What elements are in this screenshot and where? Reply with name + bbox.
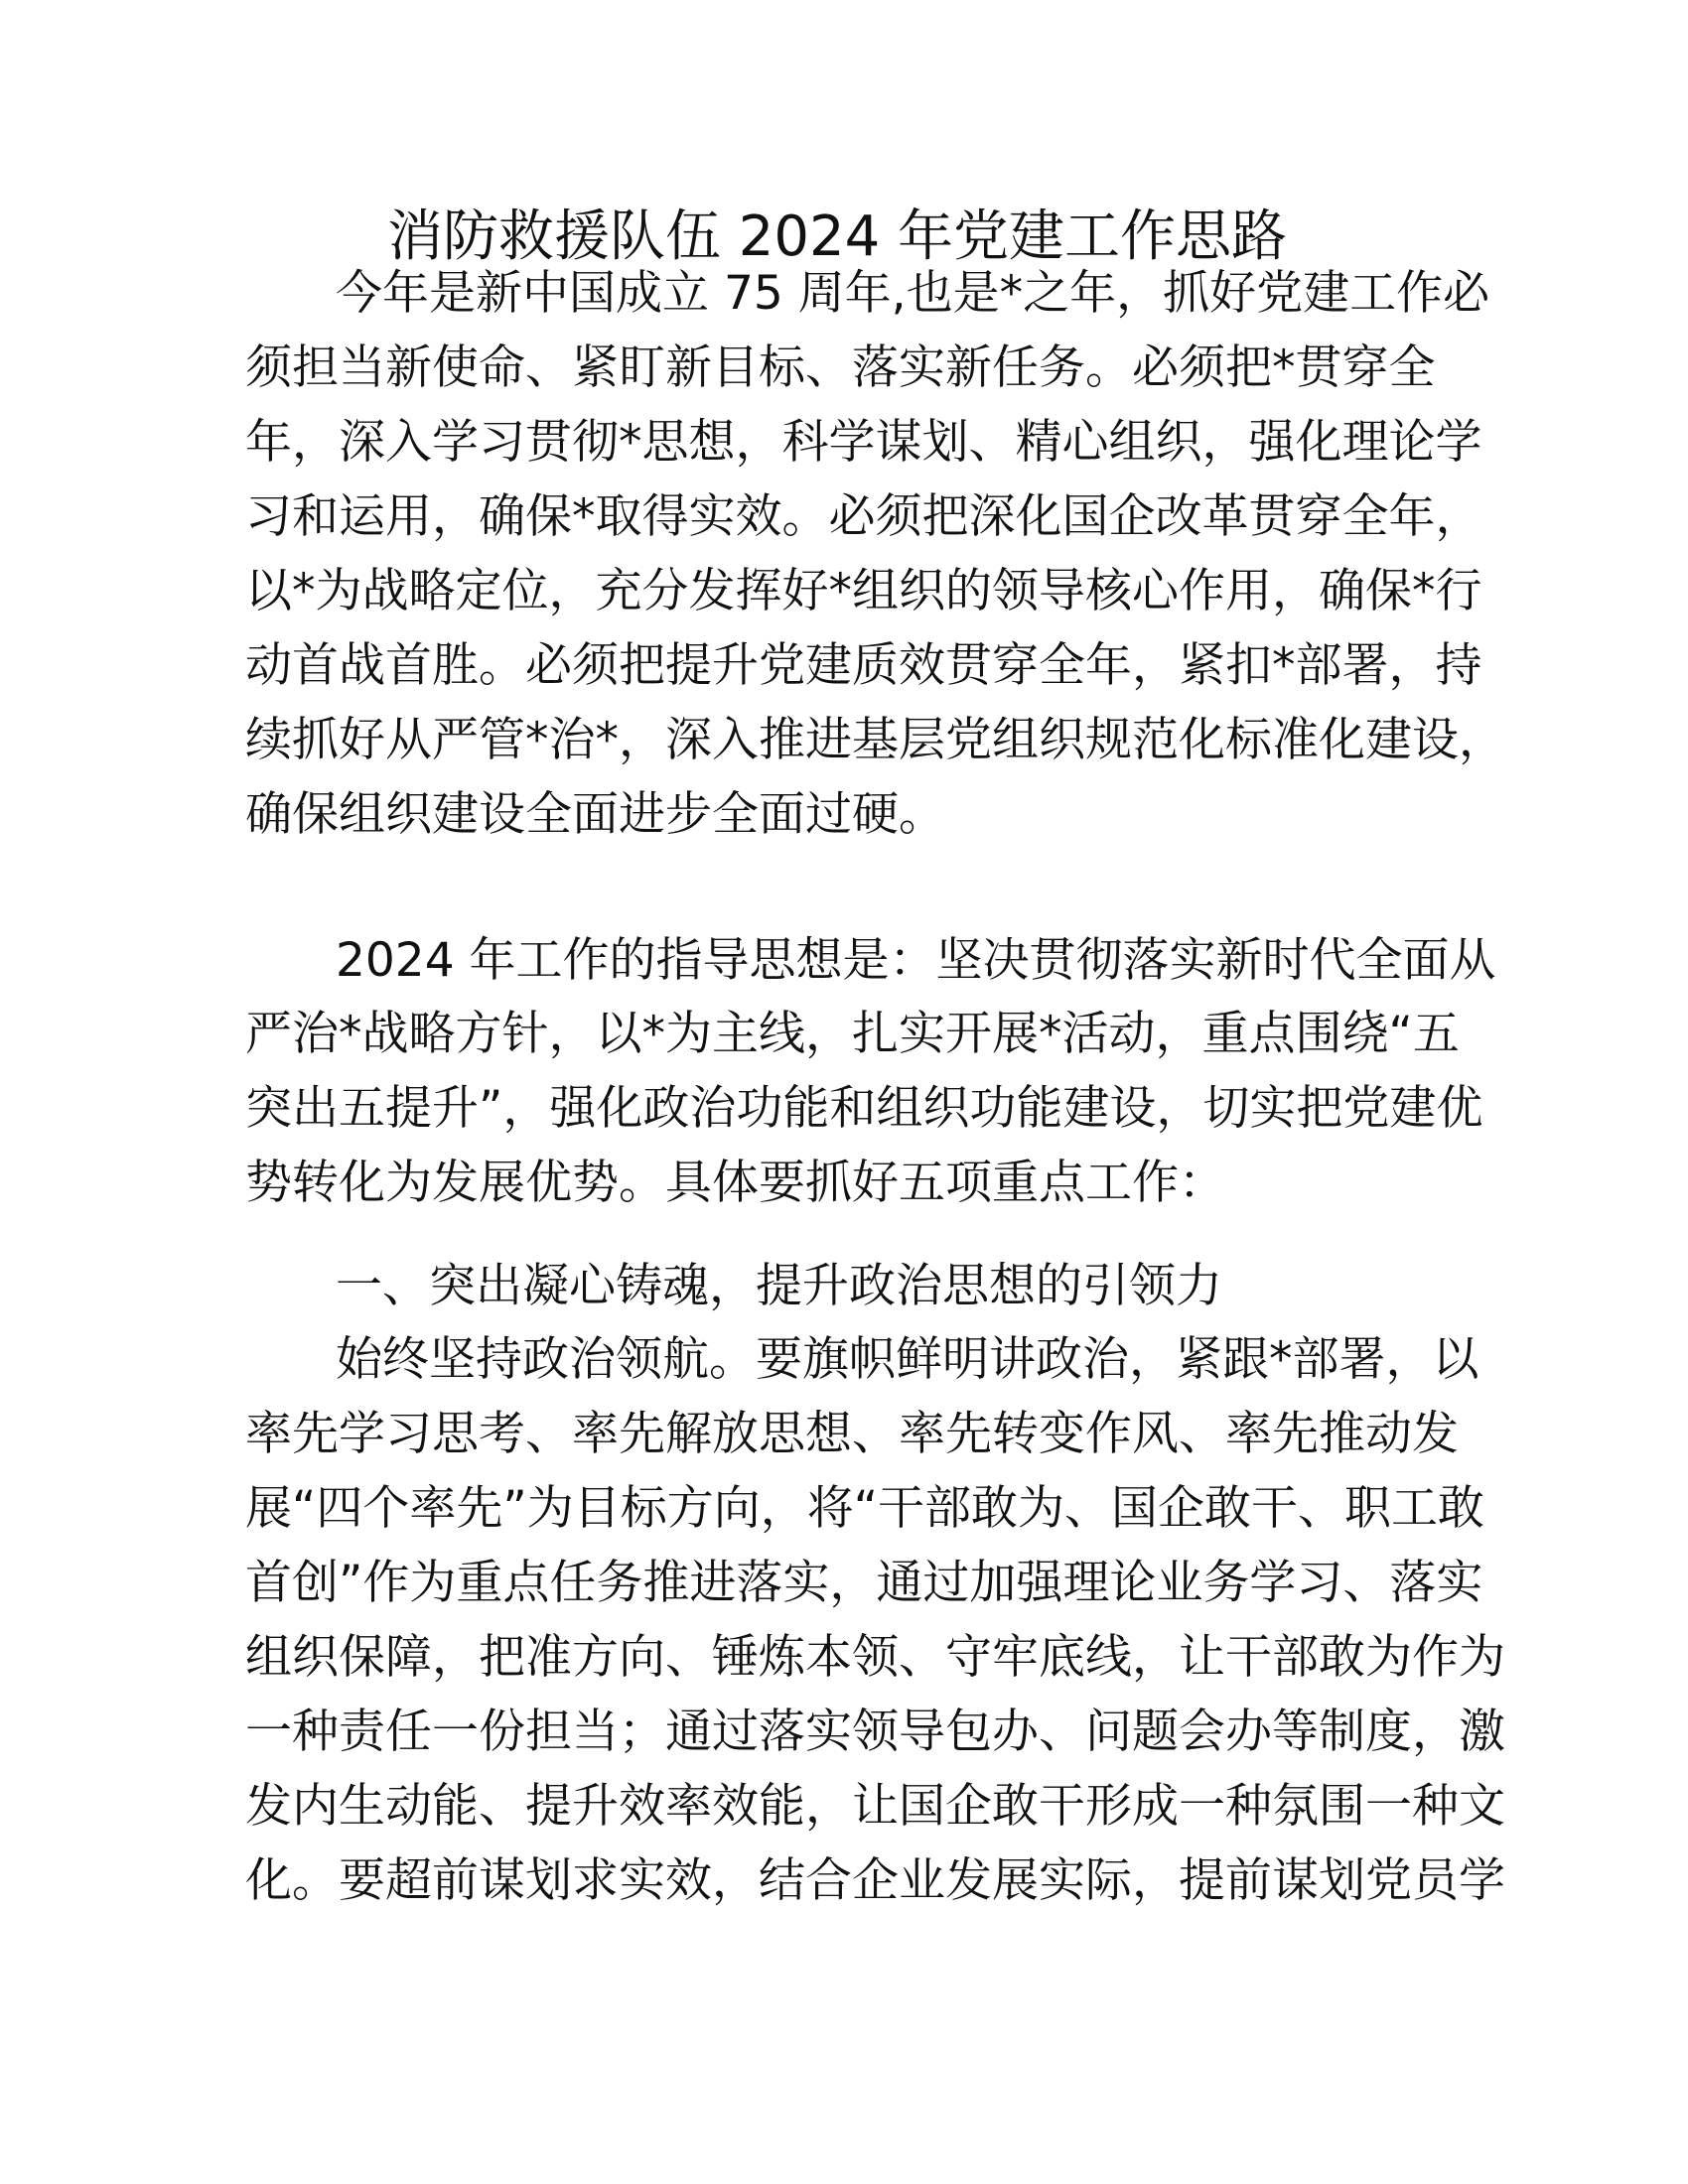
paragraph-line: 确保组织建设全面进步全面过硬。 bbox=[245, 787, 945, 842]
paragraph-line: 习和运用，确保*取得实效。必须把深化国企改革贯穿全年， bbox=[245, 489, 1482, 544]
document-title: 消防救援队伍 2024 年党建工作思路 bbox=[386, 205, 1288, 269]
paragraph-line: 势转化为发展优势。具体要抓好五项重点工作： bbox=[245, 1156, 1225, 1210]
paragraph-line: 始终坚持政治领航。要旗帜鲜明讲政治，紧跟*部署，以 bbox=[336, 1332, 1479, 1387]
paragraph-line: 展“四个率先”为目标方向，将“干部敢为、国企敢干、职工敢 bbox=[245, 1481, 1485, 1536]
paragraph-line: 今年是新中国成立 75 周年,也是*之年，抓好党建工作必 bbox=[336, 266, 1490, 321]
paragraph-line: 须担当新使命、紧盯新目标、落实新任务。必须把*贯穿全 bbox=[245, 341, 1436, 395]
paragraph-line: 动首战首胜。必须把提升党建质效贯穿全年，紧扣*部署，持 bbox=[245, 638, 1482, 693]
paragraph-line: 续抓好从严管*治*，深入推进基层党组织规范化标准化建设， bbox=[245, 713, 1505, 767]
paragraph-line: 2024 年工作的指导思想是：坚决贯彻落实新时代全面从 bbox=[336, 933, 1496, 988]
paragraph-line: 率先学习思考、率先解放思想、率先转变作风、率先推动发 bbox=[245, 1407, 1459, 1461]
paragraph-line: 首创”作为重点任务推进落实，通过加强理论业务学习、落实 bbox=[245, 1556, 1483, 1610]
paragraph-line: 组织保障，把准方向、锤炼本领、守牢底线，让干部敢为作为 bbox=[245, 1630, 1505, 1685]
paragraph-line: 化。要超前谋划求实效，结合企业发展实际，提前谋划党员学 bbox=[245, 1853, 1505, 1908]
section-heading: 一、突出凝心铸魂，提升政治思想的引领力 bbox=[336, 1259, 1222, 1313]
paragraph-line: 一种责任一份担当；通过落实领导包办、问题会办等制度，激 bbox=[245, 1705, 1505, 1759]
paragraph-line: 年，深入学习贯彻*思想，科学谋划、精心组织，强化理论学 bbox=[245, 415, 1482, 470]
paragraph-line: 突出五提升”，强化政治功能和组织功能建设，切实把党建优 bbox=[245, 1081, 1483, 1136]
paragraph-line: 以*为战略定位，充分发挥好*组织的领导核心作用，确保*行 bbox=[245, 564, 1482, 618]
paragraph-line: 发内生动能、提升效率效能，让国企敢干形成一种氛围一种文 bbox=[245, 1779, 1505, 1834]
paragraph-line: 严治*战略方针，以*为主线，扎实开展*活动，重点围绕“五 bbox=[245, 1007, 1460, 1061]
